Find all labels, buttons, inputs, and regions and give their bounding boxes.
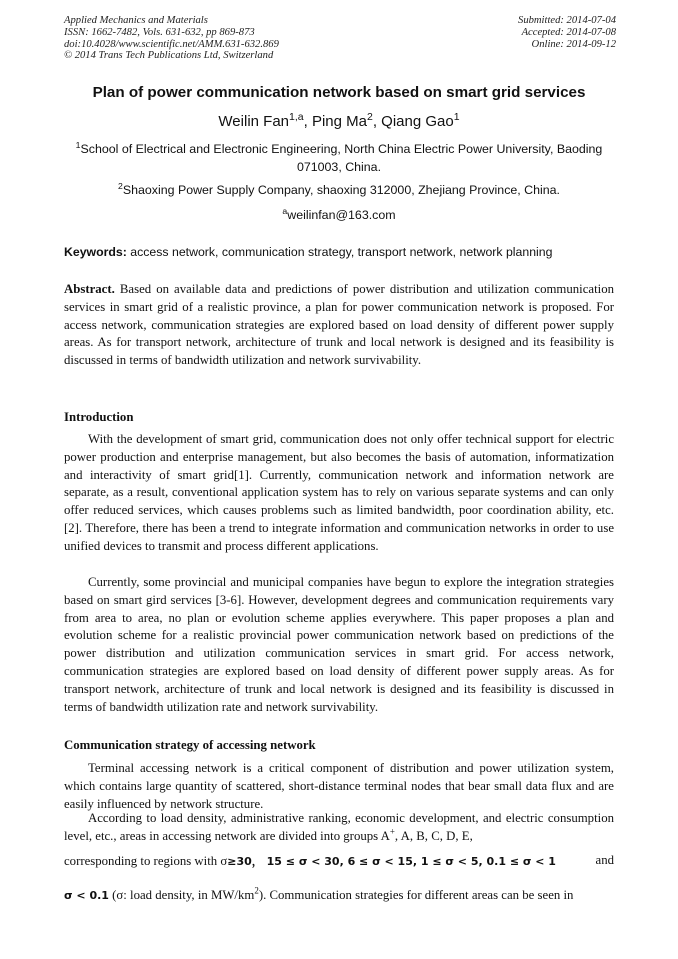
author-superscript: 1,a <box>289 111 304 123</box>
affiliation-superscript: 2 <box>118 180 123 191</box>
section-heading-communication-strategy: Communication strategy of accessing network <box>64 738 316 752</box>
density-definition-tail: ). Communication strategies for different areas can be seen in <box>258 888 574 902</box>
paper-title: Plan of power communication network based on smart grid services <box>92 84 586 101</box>
journal-header-left <box>64 15 279 62</box>
comm-paragraph-1: Terminal accessing network is a critical component of distribution and power utilization system, which contains large quantity of scattered, short-distance terminal nodes that bear small data flux and are easily influenced by network structure. <box>64 761 614 811</box>
keywords <box>64 245 616 259</box>
accepted-date: Accepted: 2014-07-08 <box>521 26 616 38</box>
abstract-label: Abstract. <box>64 282 115 296</box>
affiliation-2 <box>64 181 614 199</box>
journal-header-right <box>518 15 616 50</box>
load-density-ranges-line <box>64 853 614 869</box>
submitted-date: Submitted: 2014-07-04 <box>518 15 616 26</box>
affiliation-1 <box>64 140 614 176</box>
abstract-text: Based on available data and predictions of power distribution and utilization communication services in smart grid of a realistic province, a plan for power communication network is proposed. For access network, communication strategies are explored based on load density of different power supply areas. As for transport network, architecture of trunk and local network is designed and its feasibility is discussed in terms of bandwidth utilization and network survivability. <box>64 282 614 368</box>
author-name: Weilin Fan <box>218 113 290 130</box>
group-superscript: + <box>389 826 395 837</box>
keywords-label: Keywords: <box>64 245 127 259</box>
journal-name: Applied Mechanics and Materials <box>64 15 208 26</box>
lowest-density-inequality: σ < 0.1 <box>64 889 109 902</box>
doi-line[interactable]: doi:10.4028/www.scientific.net/AMM.631-632.869 <box>64 38 279 50</box>
ranges-prefix: corresponding to regions with σ <box>64 854 228 868</box>
author-list <box>0 113 678 130</box>
online-date: Online: 2014-09-12 <box>531 38 616 50</box>
section-heading-introduction: Introduction <box>64 410 134 424</box>
comm-paragraph-2-text-tail: , A, B, C, D, E, <box>394 828 473 843</box>
intro-paragraph-1: With the development of smart grid, communication does not only offer technical support for electric power production and enterprise management, but also becomes the basis of automation, informatization and interactivity of smart grid[1]. Currently, communication network and information network are separate, as a result, conventional application system has to rely on various separate systems and can only offer reduced services, which causes problems such as limited bandwidth, poor coordination ability, etc. [2]. Therefore, there has been a trend to integrate information and communication networks in order to use unified devices to transmit and process different applications. <box>64 432 614 553</box>
email-superscript: a <box>282 205 288 216</box>
abstract <box>64 281 614 370</box>
ranges-and: and <box>595 853 614 867</box>
affiliation-text: School of Electrical and Electronic Engineering, North China Electric Power University, Baoding 071003, China. <box>80 142 603 174</box>
copyright-line: © 2014 Trans Tech Publications Ltd, Switzerland <box>64 50 274 62</box>
author-superscript: 1 <box>453 111 460 123</box>
comm-paragraph-2-text: According to load density, administrative ranking, economic development, and electric consumption level, etc., areas in accessing network are divided into groups A <box>64 811 614 843</box>
keywords-text: access network, communication strategy, transport network, network planning <box>126 245 553 259</box>
affiliation-text: Shaoxing Power Supply Company, shaoxing 312000, Zhejiang Province, China. <box>122 183 560 197</box>
load-density-inequalities: ≥30， 15 ≤ σ < 30, 6 ≤ σ < 15, 1 ≤ σ < 5, 0.1 ≤ σ < 1 <box>227 855 556 868</box>
author-name: , Ping Ma <box>303 113 367 130</box>
author-name: , Qiang Gao <box>372 113 454 130</box>
unit-superscript: 2 <box>254 885 259 896</box>
load-density-definition-line <box>64 885 616 903</box>
affiliation-superscript: 1 <box>75 139 81 150</box>
email-text[interactable]: weilinfan@163.com <box>287 208 396 222</box>
author-email <box>64 206 614 224</box>
density-definition-text: (σ: load density, in MW/km <box>108 888 255 902</box>
author-superscript: 2 <box>367 111 373 123</box>
issn-line: ISSN: 1662-7482, Vols. 631-632, pp 869-873 <box>64 26 255 38</box>
comm-paragraph-2 <box>64 810 614 846</box>
intro-paragraph-2: Currently, some provincial and municipal companies have begun to explore the integration strategies based on smart gird services [3-6]. However, development degrees and communication requirements vary from area to area, no plan or evolution scheme applies everywhere. This paper proposes a plan and evolution scheme for a realistic provincial power communication network based on predictions of the power distribution and utilization communication services in smart grid. For access network, communication strategies are explored based on load density of different power supply areas. As for transport network, architecture of trunk and local network is designed and its feasibility is discussed in terms of bandwidth utilization rate and network survivability. <box>64 575 614 714</box>
